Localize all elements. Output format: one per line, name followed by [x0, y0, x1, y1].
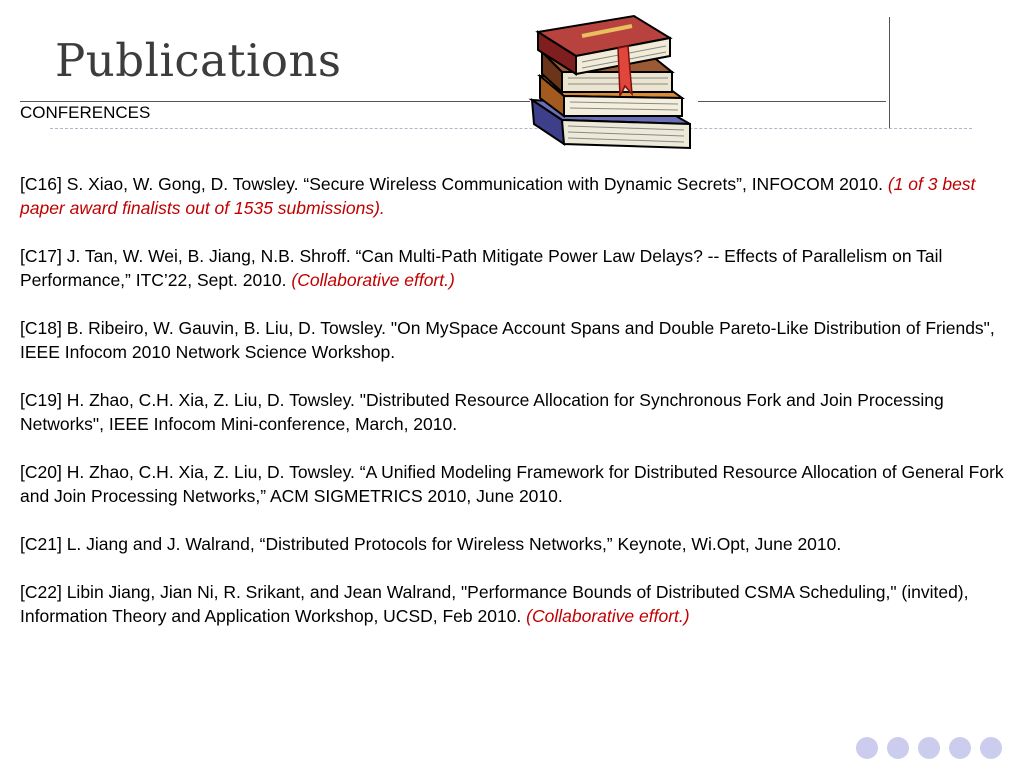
publication-citation: B. Ribeiro, W. Gauvin, B. Liu, D. Towsley. "On MySpace Account Spans and Double Pareto-Like Distribution of Friends", IEEE Infocom 2010 Network Science Workshop. — [20, 318, 995, 362]
publication-citation: S. Xiao, W. Gong, D. Towsley. “Secure Wireless Communication with Dynamic Secrets”, INFOCOM 2010. — [66, 174, 883, 194]
publication-id: [C21] — [20, 534, 62, 554]
publication-citation: J. Tan, W. Wei, B. Jiang, N.B. Shroff. “Can Multi-Path Mitigate Power Law Delays? -- Effects of Parallelism on Tail Performance,” ITC’22, Sept. 2010. — [20, 246, 943, 290]
publication-id: [C19] — [20, 390, 62, 410]
publication-id: [C16] — [20, 174, 62, 194]
slide-nav-dot-1[interactable] — [856, 737, 878, 759]
publication-item-c18 — [20, 316, 1010, 364]
slide-navigation — [856, 737, 1002, 759]
vertical-divider — [889, 17, 890, 129]
publication-item-c17 — [20, 244, 1010, 292]
publication-id: [C20] — [20, 462, 62, 482]
slide-nav-dot-3[interactable] — [918, 737, 940, 759]
publication-citation: H. Zhao, C.H. Xia, Z. Liu, D. Towsley. "Distributed Resource Allocation for Synchronous Fork and Join Processing Networks", IEEE Infocom Mini-conference, March, 2010. — [20, 390, 944, 434]
dashed-divider — [50, 128, 972, 129]
publication-id: [C18] — [20, 318, 62, 338]
slide-nav-dot-2[interactable] — [887, 737, 909, 759]
title-underline-right — [698, 101, 886, 102]
publication-id: [C17] — [20, 246, 62, 266]
publication-item-c21 — [20, 532, 1010, 556]
publication-item-c22 — [20, 580, 1010, 628]
publication-citation: Libin Jiang, Jian Ni, R. Srikant, and Jean Walrand, "Performance Bounds of Distributed CSMA Scheduling," (invited), Information Theory and Application Workshop, UCSD, Feb 2010. — [20, 582, 969, 626]
publication-note: (1 of 3 best paper award finalists out of 1535 submissions). — [20, 174, 976, 218]
publication-item-c16 — [20, 172, 1010, 220]
publication-item-c19 — [20, 388, 1010, 436]
publication-id: [C22] — [20, 582, 62, 602]
publication-item-c20 — [20, 460, 1010, 508]
publication-note: (Collaborative effort.) — [526, 606, 690, 626]
slide-nav-dot-4[interactable] — [949, 737, 971, 759]
publication-citation: H. Zhao, C.H. Xia, Z. Liu, D. Towsley. “A Unified Modeling Framework for Distributed Resource Allocation of General Fork and Join Processing Networks,” ACM SIGMETRICS 2010, June 2010. — [20, 462, 1004, 506]
publication-citation: L. Jiang and J. Walrand, “Distributed Protocols for Wireless Networks,” Keynote, Wi.Opt, June 2010. — [66, 534, 842, 554]
stack-of-books-icon — [522, 12, 700, 162]
slide-nav-dot-5[interactable] — [980, 737, 1002, 759]
publication-note: (Collaborative effort.) — [291, 270, 455, 290]
title-underline — [20, 101, 530, 102]
section-heading: CONFERENCES — [20, 103, 151, 122]
page-title: Publications — [55, 34, 342, 87]
publication-list — [20, 172, 1010, 652]
